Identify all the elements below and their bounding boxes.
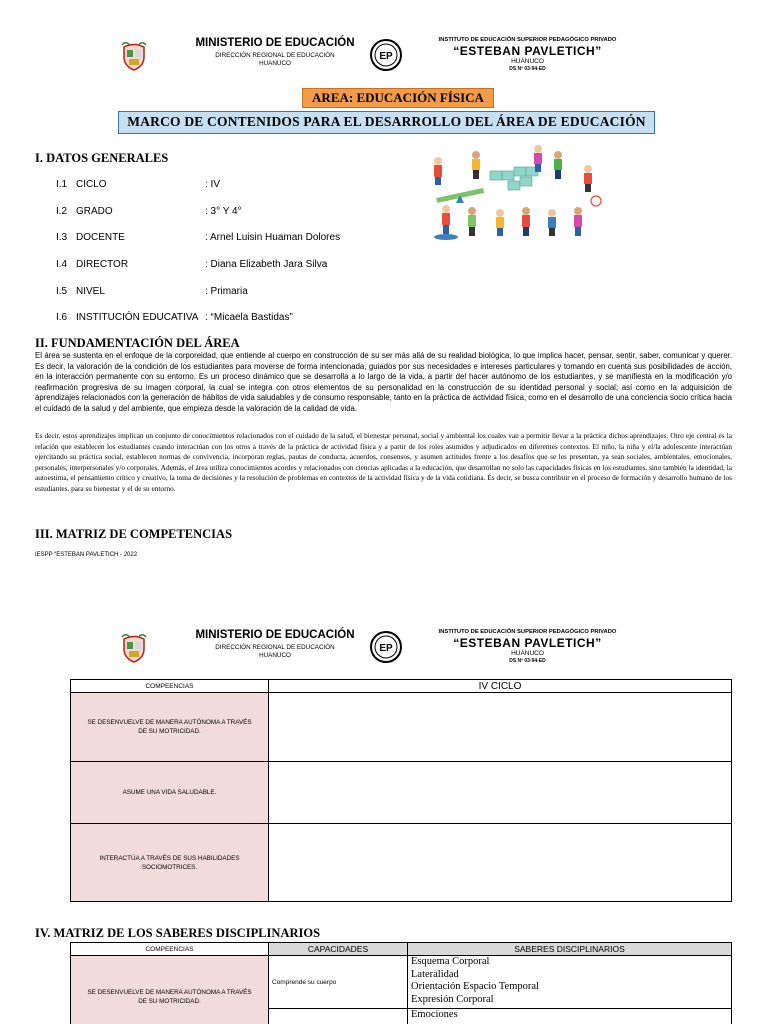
competencias-table: [70, 679, 732, 902]
institute-type: INSTITUTO DE EDUCACIÓN SUPERIOR PEDAGÓGICO PRIVADO: [438, 629, 617, 635]
row-label: GRADO: [76, 206, 113, 217]
ciclo-cell: [269, 762, 732, 824]
row-label: DIRECTOR: [76, 259, 129, 270]
logo-text: EP: [379, 643, 393, 654]
ministry-subtitle-line2: HUANUCO: [259, 60, 291, 67]
ministry-subtitle-line1: DIRECCIÓN REGIONAL DE EDUCACIÓN: [215, 644, 335, 651]
ministry-subtitle-line1: DIRECCIÓN REGIONAL DE EDUCACIÓN: [215, 52, 335, 59]
competencia-cell: ASUME UNA VIDA SALUDABLE.: [71, 762, 269, 824]
row-number: I.1: [56, 179, 68, 190]
table-row: [71, 693, 732, 762]
row-number: I.4: [56, 259, 68, 270]
section-saberes-title: IV. MATRIZ DE LOS SABERES DISCIPLINARIOS: [35, 926, 321, 940]
institute-name: “ESTEBAN PAVLETICH”: [453, 636, 602, 650]
saberes-cell: [408, 956, 732, 1009]
competencia-cell: INTERACTÚA A TRAVÉS DE SUS HABILIDADES SOCIOMOTRICES.: [71, 824, 269, 902]
fundamentacion-paragraph-1: El área se sustenta en el enfoque de la corporeidad, que entiende al cuerpo en construcción de su ser más allá de su realidad biológica, lo que implica hacer, pensar, sentir, saber, comunicar y querer. Es decir, la valoración de la condición de los estudiantes para moverse de forma intencionada, guiados por sus necesidades e intereses particulares y tomando en cuenta sus posibilidades de acción, en la interacción permanente con su entorno. Es un proceso dinámico que se desarrolla a lo largo de la vida, a partir del hacer autónomo de los estudiantes, y se manifiesta en la modificación y/o reafirmación progresiva de su imagen corporal, la cual se integra con otros elementos de su personalidad en la construcción de su identidad personal y social; así como en la adquisición de aprendizajes relacionados con la generación de hábitos de vida saludables y de consumo responsable, tanto en la práctica de actividad física, como en el desarrollo de una conciencia socio crítica hacia el cuidado de la salud y del ambiente, que empieza desde la valoración de la calidad de vida.: [35, 351, 732, 413]
institute-city: HUÁNUCO: [511, 58, 544, 65]
header-competencias: COMPEENCIAS: [71, 680, 269, 693]
saberes-table: [70, 942, 732, 1024]
header-saberes: SABERES DISCIPLINARIOS: [408, 943, 732, 956]
document-header-page2: [0, 629, 768, 673]
marco-title: MARCO DE CONTENIDOS PARA EL DESARROLLO DEL ÁREA DE EDUCACIÓN: [118, 111, 655, 134]
document-header: [0, 37, 768, 81]
row-number: I.3: [56, 232, 68, 243]
table-row: [71, 824, 732, 902]
institute-logo-icon: [369, 631, 403, 663]
row-value: : “Micaela Bastidas”: [205, 312, 293, 323]
capacidad-cell: Comprende su cuerpo: [269, 956, 408, 1009]
row-label: DOCENTE: [76, 232, 125, 243]
capacidad-cell: [269, 1009, 408, 1024]
saberes-cell: [408, 1009, 732, 1024]
row-value: : 3° Y 4°: [205, 206, 242, 217]
header-ciclo: IV CICLO: [269, 680, 732, 693]
ciclo-cell: [269, 693, 732, 762]
competencia-cell: SE DESENVUELVE DE MANERA AUTÓNOMA A TRAVÉS DE SU MOTRICIDAD.: [71, 693, 269, 762]
row-label: INSTITUCIÓN EDUCATIVA: [76, 312, 199, 323]
logo-text: EP: [379, 51, 393, 62]
row-value: : Primaria: [205, 286, 248, 297]
institute-type: INSTITUTO DE EDUCACIÓN SUPERIOR PEDAGÓGICO PRIVADO: [438, 37, 617, 43]
peru-coat-of-arms-icon: [121, 41, 147, 71]
section-datos-generales-title: I. DATOS GENERALES: [35, 151, 169, 165]
saber-item: Expresión Corporal: [411, 994, 494, 1006]
saber-item: Orientación Espacio Temporal: [411, 981, 539, 993]
row-value: : IV: [205, 179, 221, 190]
page-footer: IESPP “ESTEBAN PAVLETICH - 2022: [35, 552, 138, 558]
saber-item: Esquema Corporal: [411, 956, 490, 967]
row-label: CICLO: [76, 179, 107, 190]
saber-item: Lateralidad: [411, 968, 459, 980]
ministry-title: MINISTERIO DE EDUCACIÓN: [195, 37, 355, 49]
row-number: I.6: [56, 312, 68, 323]
row-number: I.5: [56, 286, 68, 297]
area-title: AREA: EDUCACIÓN FÍSICA: [302, 88, 494, 108]
saber-item: Emociones: [411, 1009, 458, 1020]
section-matriz-competencias-title: III. MATRIZ DE COMPETENCIAS: [35, 527, 233, 541]
header-competencias: COMPEENCIAS: [71, 943, 269, 956]
institute-decree: DS Nº 03-94-ED: [509, 66, 546, 72]
institute-logo-icon: [369, 39, 403, 71]
row-value: : Diana Elizabeth Jara Silva: [205, 259, 328, 270]
table-header-row: [71, 943, 732, 956]
table-row: [71, 762, 732, 824]
ministry-title: MINISTERIO DE EDUCACIÓN: [195, 629, 355, 641]
ministry-subtitle-line2: HUANUCO: [259, 652, 291, 659]
table-header-row: [71, 680, 732, 693]
ministry-subtitle: [180, 52, 370, 68]
competencia-cell: SE DESENVUELVE DE MANERA AUTÓNOMA A TRAVÉS DE SU MOTRICIDAD.: [71, 956, 269, 1024]
ciclo-cell: [269, 824, 732, 902]
table-row: [71, 956, 732, 1009]
peru-coat-of-arms-icon: [121, 633, 147, 663]
row-number: I.2: [56, 206, 68, 217]
row-label: NIVEL: [76, 286, 105, 297]
row-value: : Arnel Luisin Huaman Dolores: [205, 232, 341, 243]
children-playing-illustration: [428, 141, 604, 244]
ministry-subtitle: [180, 644, 370, 660]
institute-city: HUÁNUCO: [511, 650, 544, 657]
header-capacidades: CAPACIDADES: [269, 943, 408, 956]
fundamentacion-paragraph-2: Es decir, estos aprendizajes implican un conjunto de conocimientos relacionados con el cuidado de la salud, el bienestar personal, social y ambiental los cuales van a permitir llevar a la práctica dichos aprendizajes. Otro eje central es la relación que establecen los estudiantes cuando interactúan con los otros a través de la práctica de actividad física y a partir de los roles asumidos y adjudicados en diferentes contextos. El niño, la niña y el/la adolescente interactúan ejercitando su práctica social, establecen normas de convivencia, incorporan reglas, pautas de conducta, acuerdos, consensos, y asumen actitudes frente a los desafíos que se les presentan, ya sean sociales, ambientales, emocionales, personales, interpersonales y/o corporales. Además, el área utiliza conocimientos acordes y relacionados con ciencias aplicadas a la educación, que desarrollan no solo las capacidades físicas en los estudiantes, sino también la identidad, la autoestima, el pensamiento crítico y creativo, la toma de decisiones y la resolución de problemas en contextos de la actividad física y de la vida cotidiana. Es decir, se busca contribuir en el proceso de formación y desarrollo humano de los estudiantes, para su bienestar y el de su entorno.: [35, 431, 732, 493]
institute-name: “ESTEBAN PAVLETICH”: [453, 44, 602, 58]
institute-decree: DS Nº 03-94-ED: [509, 658, 546, 664]
section-fundamentacion-title: II. FUNDAMENTACIÓN DEL ÁREA: [35, 336, 240, 350]
